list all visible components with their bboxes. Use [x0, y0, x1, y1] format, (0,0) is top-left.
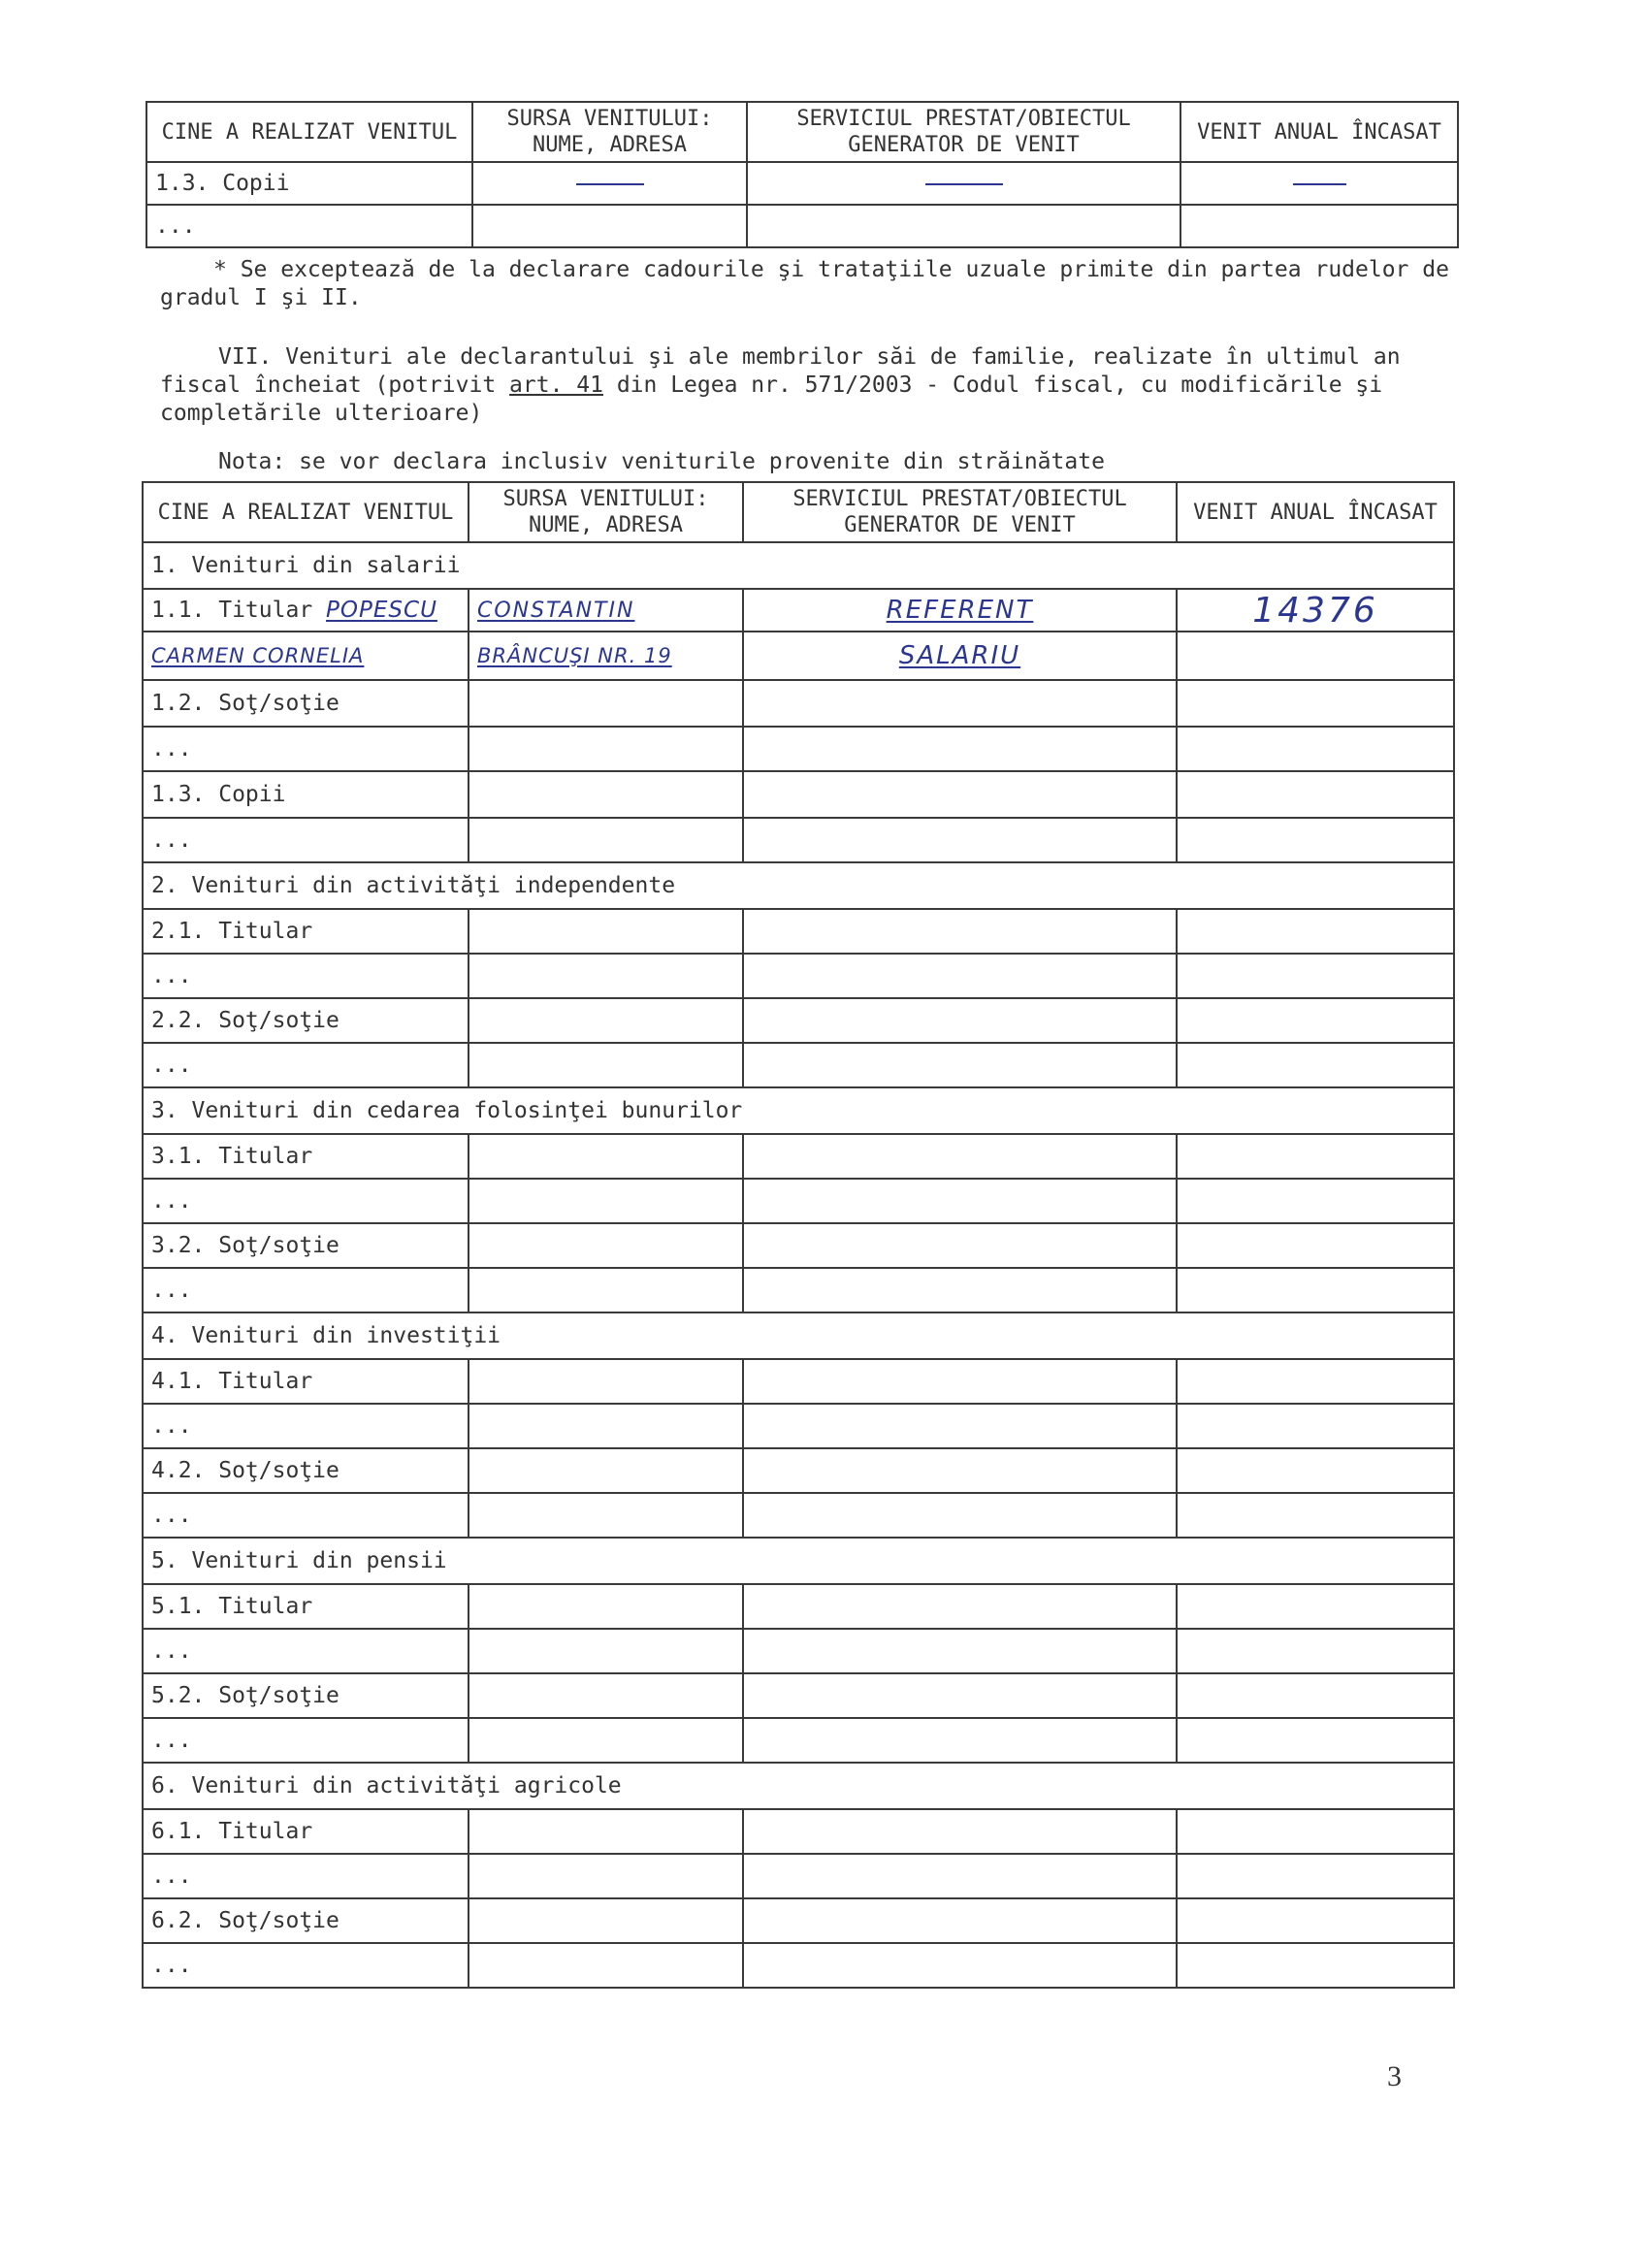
- row-dots: ...: [143, 1943, 469, 1988]
- handwritten-dash: [925, 183, 1003, 185]
- section-vii-text-2: din Legea nr. 571/2003 - Codul fiscal, cu modificările şi completările ulterioare): [160, 373, 1383, 426]
- table-row: [146, 162, 1458, 205]
- amount-cell: [1177, 589, 1454, 632]
- row-label: 6.1. Titular: [143, 1809, 469, 1854]
- address-cell: [469, 632, 743, 680]
- row-label-copii: 1.3. Copii: [146, 162, 472, 205]
- table-row: [143, 998, 1454, 1043]
- row-label: 4.1. Titular: [143, 1359, 469, 1404]
- table-row: [143, 1898, 1454, 1943]
- section-title-row: [143, 1763, 1454, 1809]
- header-serviciul: SERVICIUL PRESTAT/OBIECTUL GENERATOR DE VENIT: [747, 102, 1180, 162]
- table-row: [143, 727, 1454, 771]
- table-row: [143, 818, 1454, 862]
- table-row: [143, 589, 1454, 632]
- header-cine: CINE A REALIZAT VENITUL: [143, 482, 469, 542]
- header-cine: CINE A REALIZAT VENITUL: [146, 102, 472, 162]
- row-label-titular: 1.1. Titular: [151, 598, 313, 623]
- row-label: 1.3. Copii: [143, 771, 469, 818]
- row-label: 4.2. Soţ/soţie: [143, 1448, 469, 1493]
- table-row: [143, 1223, 1454, 1268]
- table-row: [143, 1718, 1454, 1763]
- row-dots: ...: [143, 1404, 469, 1448]
- dash-mark-cell: [747, 162, 1180, 205]
- income-table-header-row: [143, 482, 1454, 542]
- header-sursa: SURSA VENITULUI: NUME, ADRESA: [472, 102, 747, 162]
- row-label: 5.2. Soţ/soţie: [143, 1673, 469, 1718]
- dash-mark-cell: [472, 162, 747, 205]
- table-row: [146, 205, 1458, 247]
- table-row: [143, 1179, 1454, 1223]
- section-title-independente: 2. Venituri din activităţi independente: [143, 862, 1454, 909]
- income-table: [142, 481, 1455, 1989]
- row-label: 3.2. Soţ/soţie: [143, 1223, 469, 1268]
- table-row: [143, 1359, 1454, 1404]
- row-dots: ...: [143, 818, 469, 862]
- handwritten-first-name: CONSTANTIN: [477, 599, 635, 623]
- section-title-row: [143, 1087, 1454, 1134]
- section-vii-paragraph: [160, 343, 1440, 428]
- footnote: * Se exceptează de la declarare cadourile şi trataţiile uzuale primite din partea rudelor de gradul I şi II.: [160, 257, 1449, 310]
- row-dots: ...: [143, 1493, 469, 1538]
- section-title-agricole: 6. Venituri din activităţi agricole: [143, 1763, 1454, 1809]
- section-title-row: [143, 542, 1454, 589]
- table-row: [143, 632, 1454, 680]
- row-dots: ...: [143, 727, 469, 771]
- handwritten-surname: POPESCU: [326, 598, 437, 623]
- section-title-investitii: 4. Venituri din investiţii: [143, 1312, 1454, 1359]
- table-row: [143, 1943, 1454, 1988]
- source-cell: [469, 589, 743, 632]
- table-row: [143, 680, 1454, 727]
- section-title-pensii: 5. Venituri din pensii: [143, 1538, 1454, 1584]
- table-row: [143, 1134, 1454, 1179]
- table-row: [143, 1584, 1454, 1629]
- section-title-row: [143, 1312, 1454, 1359]
- top-income-table: [146, 101, 1459, 248]
- table-row: [143, 1404, 1454, 1448]
- row-label: 3.1. Titular: [143, 1134, 469, 1179]
- row-dots: ...: [143, 1718, 469, 1763]
- row-dots: ...: [143, 1179, 469, 1223]
- header-venit: VENIT ANUAL ÎNCASAT: [1177, 482, 1454, 542]
- service-cell: [743, 632, 1177, 680]
- titular-continuation-cell: [143, 632, 469, 680]
- table-row: [143, 1854, 1454, 1898]
- handwritten-dash: [576, 183, 644, 185]
- row-dots: ...: [143, 1268, 469, 1312]
- handwritten-service: REFERENT: [886, 596, 1034, 625]
- section-vii-nota: Nota: se vor declara inclusiv veniturile provenite din străinătate: [218, 449, 1105, 474]
- table-row: [143, 1448, 1454, 1493]
- table-row: [143, 771, 1454, 818]
- row-dots: ...: [143, 1854, 469, 1898]
- row-label: 6.2. Soţ/soţie: [143, 1898, 469, 1943]
- section-title-row: [143, 862, 1454, 909]
- law-article-link[interactable]: art. 41: [509, 373, 603, 398]
- table-row: [143, 1043, 1454, 1087]
- row-dots: ...: [146, 205, 472, 247]
- table-row: [143, 1673, 1454, 1718]
- handwritten-income-type: SALARIU: [898, 641, 1021, 670]
- header-serviciul: SERVICIUL PRESTAT/OBIECTUL GENERATOR DE VENIT: [743, 482, 1177, 542]
- row-label: 2.1. Titular: [143, 909, 469, 954]
- table-row: [143, 954, 1454, 998]
- handwritten-amount: 14376: [1252, 590, 1378, 631]
- section-title-row: [143, 1538, 1454, 1584]
- section-vii-text-1: VII. Venituri ale declarantului şi ale membrilor săi de familie, realizate în ultimul an fiscal încheiat (potrivit: [160, 344, 1401, 398]
- section-title-salarii: 1. Venituri din salarii: [143, 542, 1454, 589]
- table-row: [143, 1809, 1454, 1854]
- table-row: [143, 909, 1454, 954]
- service-cell: [743, 589, 1177, 632]
- row-dots: ...: [143, 1629, 469, 1673]
- handwritten-given-names: CARMEN CORNELIA: [151, 644, 365, 667]
- row-label: 5.1. Titular: [143, 1584, 469, 1629]
- page-number: 3: [1387, 2060, 1402, 2092]
- header-sursa: SURSA VENITULUI: NUME, ADRESA: [469, 482, 743, 542]
- header-venit: VENIT ANUAL ÎNCASAT: [1180, 102, 1458, 162]
- table-row: [143, 1493, 1454, 1538]
- row-dots: ...: [143, 1043, 469, 1087]
- dash-mark-cell: [1180, 162, 1458, 205]
- titular-cell: [143, 589, 469, 632]
- top-table-header-row: [146, 102, 1458, 162]
- handwritten-dash: [1293, 183, 1346, 185]
- handwritten-address: BRÂNCUŞI NR. 19: [477, 644, 672, 667]
- table-row: [143, 1629, 1454, 1673]
- section-title-cedarea: 3. Venituri din cedarea folosinţei bunurilor: [143, 1087, 1454, 1134]
- row-dots: ...: [143, 954, 469, 998]
- row-label: 1.2. Soţ/soţie: [143, 680, 469, 727]
- row-label: 2.2. Soţ/soţie: [143, 998, 469, 1043]
- table-row: [143, 1268, 1454, 1312]
